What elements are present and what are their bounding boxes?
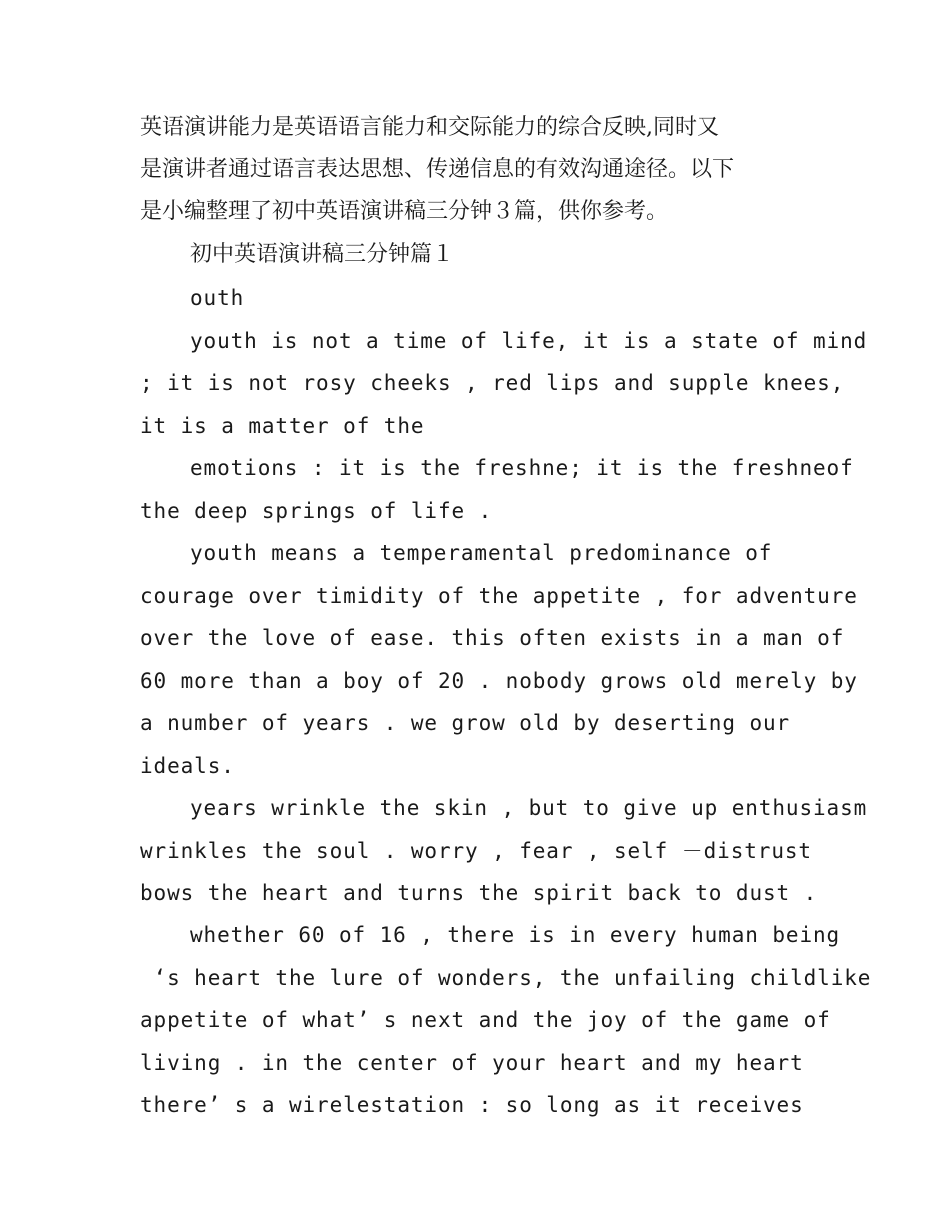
- intro-line: 是小编整理了初中英语演讲稿三分钟３篇，供你参考。: [140, 199, 669, 224]
- text-line: a number of years . we grow old by deserting our: [140, 711, 791, 735]
- text-line: outh: [190, 286, 245, 310]
- intro-line: 英语演讲能力是英语语言能力和交际能力的综合反映,同时又: [140, 115, 719, 140]
- text-line: wrinkles the soul . worry , fear , self －distrust: [140, 839, 812, 863]
- text-line: living . in the center of your heart and my heart: [140, 1051, 804, 1075]
- text-line: there’ s a wirelestation : so long as it receives: [140, 1093, 804, 1117]
- text-line: emotions : it is the freshne; it is the freshneof: [190, 456, 854, 480]
- text-line: youth is not a time of life, it is a state of mind: [190, 329, 868, 353]
- text-line: bows the heart and turns the spirit back to dust .: [140, 881, 818, 905]
- text-line: ; it is not rosy cheeks , red lips and supple knees,: [140, 371, 845, 395]
- text-line: it is a matter of the: [140, 414, 425, 438]
- text-line: years wrinkle the skin , but to give up enthusiasm: [190, 796, 868, 820]
- text-line: ideals.: [140, 754, 235, 778]
- section-heading: 初中英语演讲稿三分钟篇１: [190, 242, 455, 267]
- text-line: the deep springs of life .: [140, 499, 493, 523]
- text-line: whether 60 of 16 , there is in every human being: [190, 923, 841, 947]
- text-line: ‘s heart the lure of wonders, the unfailing childlike: [140, 966, 872, 990]
- text-line: appetite of what’ s next and the joy of the game of: [140, 1008, 831, 1032]
- text-line: courage over timidity of the appetite , for adventure: [140, 584, 858, 608]
- intro-line: 是演讲者通过语言表达思想、传递信息的有效沟通途径。以下: [140, 157, 735, 182]
- text-line: 60 more than a boy of 20 . nobody grows old merely by: [140, 669, 858, 693]
- text-line: over the love of ease. this often exists in a man of: [140, 626, 845, 650]
- text-line: youth means a temperamental predominance of: [190, 541, 773, 565]
